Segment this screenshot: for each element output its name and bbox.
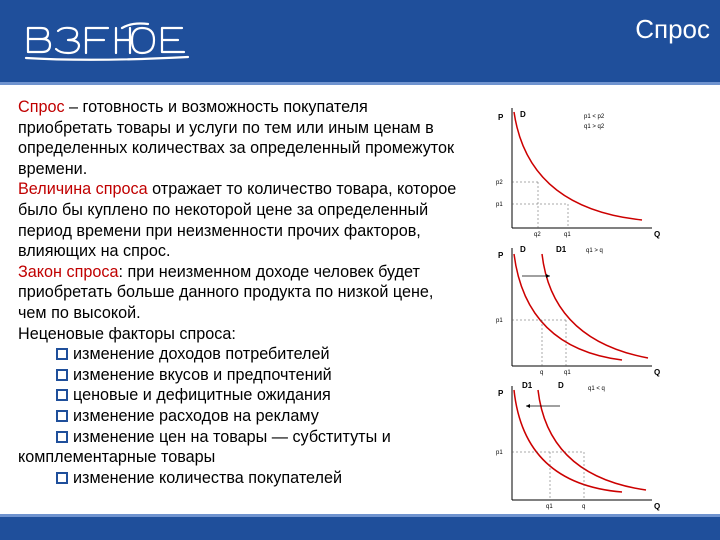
y-tick-label: p1 bbox=[496, 318, 503, 324]
x-tick-label: q bbox=[540, 370, 544, 376]
x-tick-label: q1 bbox=[564, 232, 571, 238]
x-tick-label: q bbox=[582, 504, 586, 510]
list-item: изменение цен на товары — субституты и bbox=[18, 427, 466, 448]
footer-bar bbox=[0, 517, 720, 540]
curve-label-d: D bbox=[520, 110, 526, 119]
demand-graphs bbox=[476, 100, 702, 516]
term-demand: Спрос bbox=[18, 98, 65, 116]
checkbox-bullet-icon bbox=[56, 410, 68, 422]
term-law-of-demand: Закон спроса bbox=[18, 262, 119, 281]
checkbox-bullet-icon bbox=[56, 472, 68, 484]
graph-note: q1 < q bbox=[588, 386, 605, 392]
axis-label-p: P bbox=[498, 113, 504, 122]
checkbox-bullet-icon bbox=[56, 431, 68, 443]
curve-label-d1: D1 bbox=[556, 245, 567, 254]
list-item: изменение доходов потребителей bbox=[18, 344, 466, 365]
graph-note: p1 < p2 bbox=[584, 114, 605, 120]
graph-demand-shift-left bbox=[496, 381, 660, 511]
demand-curve-d bbox=[514, 254, 622, 360]
x-tick-label: q2 bbox=[534, 232, 541, 238]
graph-note: q1 > q2 bbox=[584, 124, 605, 130]
checkbox-bullet-icon bbox=[56, 348, 68, 360]
y-tick-label: p1 bbox=[496, 202, 503, 208]
definition-quantity-demanded: Величина спроса отражает то количество товара, которое было бы куплено по некоторой цене за определенный период времени при неизменности прочих факторов, влияющих на спрос. bbox=[18, 180, 457, 261]
demand-curve-d1 bbox=[542, 254, 648, 358]
graph-note: q1 > q bbox=[586, 248, 603, 254]
curve-label-d: D bbox=[558, 381, 564, 390]
y-tick-label: p1 bbox=[496, 450, 503, 456]
axis-label-q: Q bbox=[654, 230, 661, 239]
graph-demand-curve bbox=[496, 108, 660, 239]
x-tick-label: q1 bbox=[564, 370, 571, 376]
list-item: ценовые и дефицитные ожидания bbox=[18, 385, 466, 406]
slide-title: Спрос bbox=[635, 14, 710, 44]
curve-label-d: D bbox=[520, 245, 526, 254]
axis-label-p: P bbox=[498, 389, 504, 398]
vzfei-logo bbox=[22, 18, 192, 62]
axis-label-q: Q bbox=[654, 368, 661, 377]
demand-curve-d bbox=[538, 390, 646, 490]
axis-label-p: P bbox=[498, 251, 504, 260]
checkbox-bullet-icon bbox=[56, 369, 68, 381]
list-item-continuation: комплементарные товары bbox=[18, 448, 216, 467]
checkbox-bullet-icon bbox=[56, 389, 68, 401]
definition-demand: Спрос – готовность и возможность покупателя приобретать товары и услуги по тем или иным ценам в определенных количествах за определенный промежуток времени. bbox=[18, 98, 455, 178]
y-tick-label: p2 bbox=[496, 180, 503, 186]
list-item: изменение вкусов и предпочтений bbox=[18, 365, 466, 386]
header-divider bbox=[0, 82, 720, 85]
x-tick-label: q1 bbox=[546, 504, 553, 510]
list-item: изменение количества покупателей bbox=[18, 468, 466, 489]
axis-label-q: Q bbox=[654, 502, 661, 511]
term-quantity-demanded: Величина спроса bbox=[18, 180, 148, 199]
graph-demand-shift-right bbox=[496, 245, 660, 377]
content-text bbox=[18, 97, 466, 488]
demand-curve-d1 bbox=[514, 390, 622, 492]
curve-label-d1: D1 bbox=[522, 381, 533, 390]
nonprice-factors-heading: Неценовые факторы спроса: bbox=[18, 324, 236, 343]
definition-law-of-demand: Закон спроса: при неизменном доходе человек будет приобретать больше данного продукта по низкой цене, чем по высокой. bbox=[18, 262, 434, 322]
list-item: изменение расходов на рекламу bbox=[18, 406, 466, 427]
